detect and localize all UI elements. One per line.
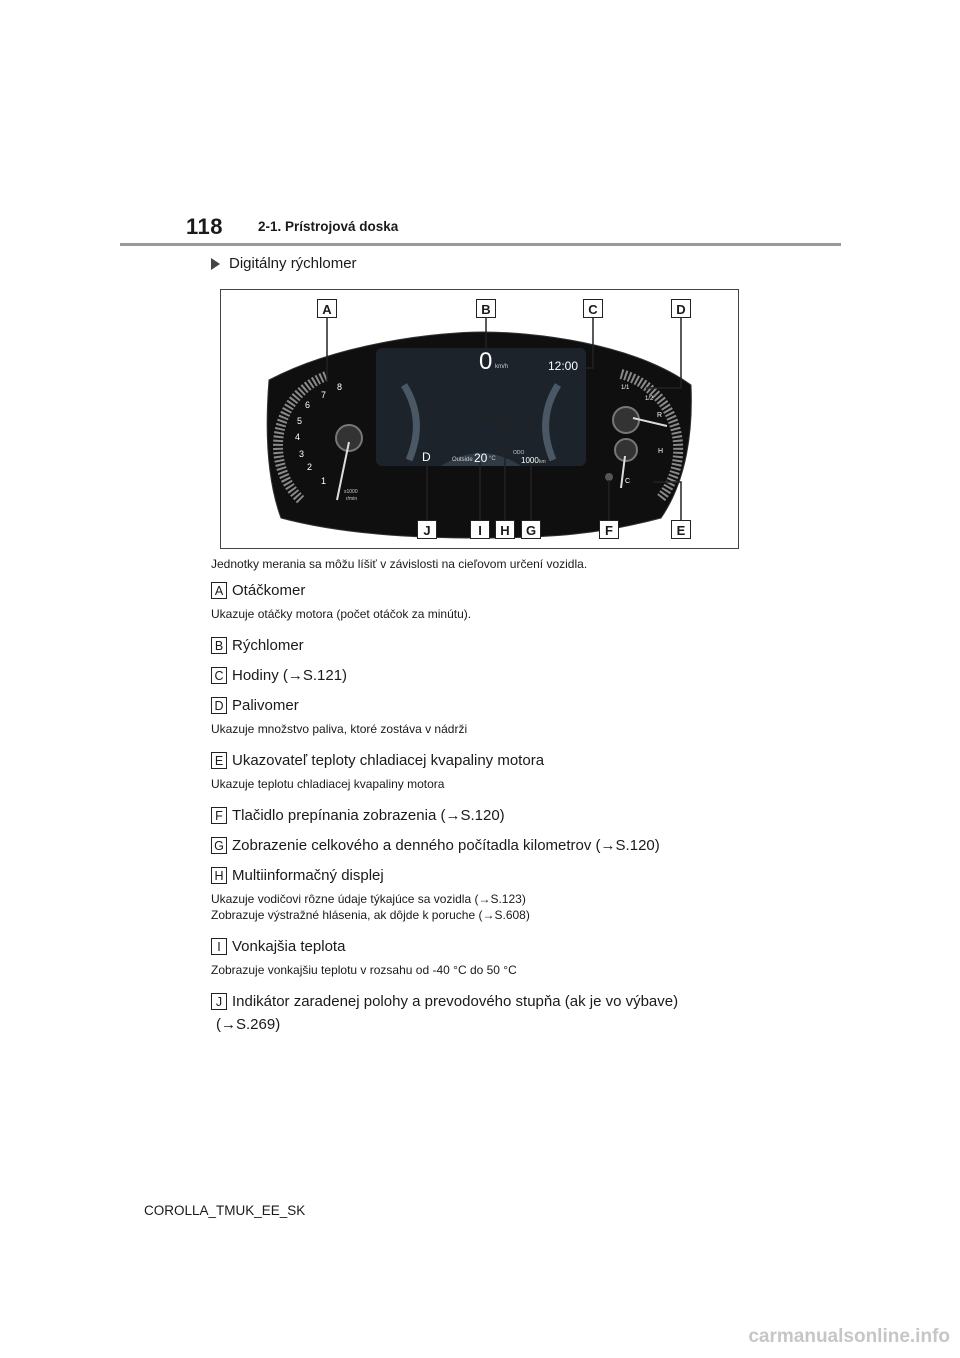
tacho-hub (336, 425, 362, 451)
fuel-full-label: 1/1 (621, 385, 630, 391)
legend-item-f (211, 804, 771, 826)
fuel-half-label: 1/2 (645, 396, 654, 402)
instrument-cluster-figure (220, 289, 739, 549)
legend-item-b (211, 634, 771, 656)
legend-desc: Ukazuje množstvo paliva, ktoré zostáva v nádrži (211, 722, 468, 736)
section-title: 2-1. Prístrojová doska (258, 219, 399, 234)
subheading (211, 255, 357, 272)
odo-value: 1000 (521, 456, 539, 465)
legend-item-g (211, 834, 771, 856)
legend-desc: Zobrazuje výstražné hlásenia, ak dôjde k poruche (→S.608) (211, 908, 530, 922)
legend-letter: G (211, 837, 227, 854)
callout-e: E (671, 520, 691, 539)
tacho-mark-1: 1 (321, 476, 327, 486)
legend-letter: E (211, 752, 227, 769)
legend-letter: A (211, 582, 227, 599)
legend-letter: J (211, 993, 227, 1010)
callout-j: J (417, 520, 437, 539)
speed-value: 0 (479, 348, 493, 375)
callout-d: D (671, 299, 691, 318)
callout-f: F (599, 520, 619, 539)
fuel-r-label: R (657, 412, 663, 419)
legend-letter: F (211, 807, 227, 824)
clock-display: 12:00 (548, 359, 579, 373)
odo-label: ODO (513, 450, 525, 456)
watermark: carmanualsonline.info (748, 1326, 950, 1347)
callout-g: G (521, 520, 541, 539)
triangle-bullet-icon (211, 258, 220, 270)
legend-title: Hodiny (→S.121) (232, 666, 348, 684)
callout-b: B (476, 299, 496, 318)
document-code: COROLLA_TMUK_EE_SK (144, 1203, 306, 1218)
page-number: 118 (186, 214, 223, 239)
legend-desc: Ukazuje teplotu chladiacej kvapaliny motora (211, 777, 445, 791)
temp-h-label: H (658, 448, 664, 455)
legend-item-j (211, 990, 771, 1033)
legend-title: Tlačidlo prepínania zobrazenia (→S.120) (232, 806, 505, 824)
tacho-mark-3: 3 (299, 449, 305, 459)
speed-unit: km/h (495, 364, 509, 370)
tacho-mark-7: 7 (321, 390, 327, 400)
legend-title: Vonkajšia teplota (232, 937, 346, 955)
legend-letter: B (211, 637, 227, 654)
legend-title: Indikátor zaradenej polohy a prevodového stupňa (ak je vo výbave) (232, 992, 679, 1010)
legend-title: Zobrazenie celkového a denného počítadla kilometrov (→S.120) (232, 836, 660, 854)
legend-letter: H (211, 867, 227, 884)
legend-letter: I (211, 938, 227, 955)
legend-desc: Zobrazuje vonkajšiu teplotu v rozsahu od -40 °C do 50 °C (211, 963, 517, 977)
header-rule (120, 243, 841, 246)
tacho-mark-6: 6 (305, 400, 311, 410)
tacho-mark-2: 2 (307, 462, 313, 472)
legend-title: Ukazovateľ teploty chladiacej kvapaliny motora (232, 751, 545, 769)
callout-i: I (470, 520, 490, 539)
callout-h: H (495, 520, 515, 539)
tacho-mark-5: 5 (297, 416, 303, 426)
display-switch-button (605, 473, 613, 481)
outside-temp: 20 (474, 451, 488, 465)
outside-label: Outside (452, 457, 473, 463)
legend-title: Rýchlomer (232, 636, 304, 654)
odo-unit: km (539, 459, 546, 465)
tacho-mark-8: 8 (337, 382, 343, 392)
legend-title: Otáčkomer (232, 581, 306, 599)
legend-letter: D (211, 697, 227, 714)
tacho-mark-4: 4 (295, 432, 301, 442)
legend-item-c (211, 664, 771, 686)
fuel-hub (613, 407, 639, 433)
tacho-unit: x1000 (344, 489, 358, 495)
temp-c-label: C (625, 478, 631, 485)
legend-item-d (211, 694, 771, 737)
gear-indicator: D (422, 450, 431, 464)
callout-c: C (583, 299, 603, 318)
legend-letter: C (211, 667, 227, 684)
legend-item-a (211, 579, 771, 622)
legend-item-h (211, 864, 771, 923)
temp-hub (615, 439, 637, 461)
legend-item-i (211, 935, 771, 978)
subheading-text: Digitálny rýchlomer (229, 255, 357, 272)
legend-desc: Ukazuje otáčky motora (počet otáčok za minútu). (211, 607, 472, 621)
legend-list (211, 579, 771, 1033)
temp-unit: °C (489, 456, 496, 462)
legend-item-e (211, 749, 771, 792)
legend-title: Multiinformačný displej (232, 866, 384, 884)
legend-title-continued: (→S.269) (216, 1016, 281, 1033)
tacho-unit-rpm: r/min (346, 496, 358, 502)
callout-a: A (317, 299, 337, 318)
legend-desc: Ukazuje vodičovi rôzne údaje týkajúce sa vozidla (→S.123) (211, 892, 526, 906)
units-note: Jednotky merania sa môžu líšiť v závislosti na cieľovom určení vozidla. (211, 557, 588, 571)
legend-title: Palivomer (232, 696, 299, 714)
